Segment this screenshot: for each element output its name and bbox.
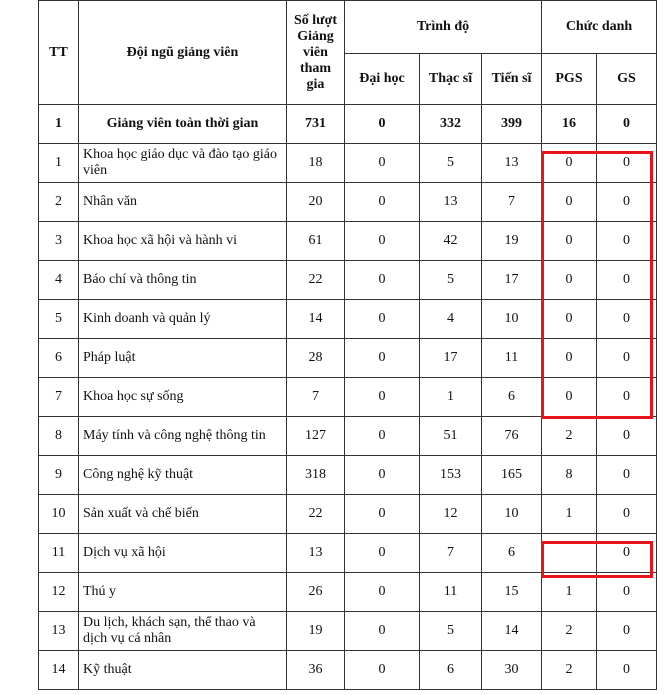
row-dai-hoc: 0 bbox=[345, 612, 420, 651]
row-tien-si: 165 bbox=[482, 456, 542, 495]
table-row bbox=[39, 612, 657, 651]
row-tt: 1 bbox=[39, 144, 79, 183]
summary-tien-si: 399 bbox=[482, 105, 542, 144]
row-gs: 0 bbox=[597, 456, 657, 495]
row-count: 28 bbox=[287, 339, 345, 378]
table-row bbox=[39, 417, 657, 456]
row-tien-si: 30 bbox=[482, 651, 542, 690]
row-name: Công nghệ kỹ thuật bbox=[79, 456, 287, 495]
row-tien-si: 76 bbox=[482, 417, 542, 456]
summary-count: 731 bbox=[287, 105, 345, 144]
row-name: Pháp luật bbox=[79, 339, 287, 378]
row-thac-si: 42 bbox=[420, 222, 482, 261]
row-gs: 0 bbox=[597, 183, 657, 222]
row-count: 318 bbox=[287, 456, 345, 495]
row-pgs: 0 bbox=[542, 144, 597, 183]
row-thac-si: 51 bbox=[420, 417, 482, 456]
row-tt: 2 bbox=[39, 183, 79, 222]
row-gs: 0 bbox=[597, 534, 657, 573]
row-count: 61 bbox=[287, 222, 345, 261]
row-thac-si: 12 bbox=[420, 495, 482, 534]
row-name: Nhân văn bbox=[79, 183, 287, 222]
row-name: Du lịch, khách sạn, thể thao và dịch vụ cá nhân bbox=[79, 612, 287, 651]
row-tt: 7 bbox=[39, 378, 79, 417]
row-thac-si: 7 bbox=[420, 534, 482, 573]
row-dai-hoc: 0 bbox=[345, 339, 420, 378]
row-thac-si: 4 bbox=[420, 300, 482, 339]
row-count: 22 bbox=[287, 261, 345, 300]
row-gs: 0 bbox=[597, 300, 657, 339]
row-name: Thú y bbox=[79, 573, 287, 612]
row-dai-hoc: 0 bbox=[345, 144, 420, 183]
row-dai-hoc: 0 bbox=[345, 495, 420, 534]
row-thac-si: 11 bbox=[420, 573, 482, 612]
row-pgs: 0 bbox=[542, 183, 597, 222]
row-tt: 13 bbox=[39, 612, 79, 651]
row-dai-hoc: 0 bbox=[345, 300, 420, 339]
row-gs: 0 bbox=[597, 222, 657, 261]
row-pgs: 0 bbox=[542, 378, 597, 417]
row-name: Khoa học sự sống bbox=[79, 378, 287, 417]
header-tt: TT bbox=[39, 1, 79, 105]
row-count: 26 bbox=[287, 573, 345, 612]
summary-tt: 1 bbox=[39, 105, 79, 144]
header-thac-si: Thạc sĩ bbox=[420, 54, 482, 105]
row-tien-si: 6 bbox=[482, 378, 542, 417]
row-tt: 3 bbox=[39, 222, 79, 261]
row-tt: 12 bbox=[39, 573, 79, 612]
row-gs: 0 bbox=[597, 261, 657, 300]
row-gs: 0 bbox=[597, 417, 657, 456]
row-tien-si: 17 bbox=[482, 261, 542, 300]
row-count: 36 bbox=[287, 651, 345, 690]
header-dai-hoc: Đại học bbox=[345, 54, 420, 105]
row-name: Sản xuất và chế biến bbox=[79, 495, 287, 534]
row-pgs: 2 bbox=[542, 651, 597, 690]
summary-row bbox=[39, 105, 657, 144]
row-count: 22 bbox=[287, 495, 345, 534]
row-name: Khoa học giáo dục và đào tạo giáo viên bbox=[79, 144, 287, 183]
row-tt: 4 bbox=[39, 261, 79, 300]
row-dai-hoc: 0 bbox=[345, 573, 420, 612]
row-count: 20 bbox=[287, 183, 345, 222]
row-tt: 11 bbox=[39, 534, 79, 573]
row-pgs: 0 bbox=[542, 222, 597, 261]
row-pgs: 0 bbox=[542, 261, 597, 300]
table-row bbox=[39, 651, 657, 690]
row-dai-hoc: 0 bbox=[345, 378, 420, 417]
row-name: Khoa học xã hội và hành vi bbox=[79, 222, 287, 261]
row-dai-hoc: 0 bbox=[345, 456, 420, 495]
row-gs: 0 bbox=[597, 651, 657, 690]
summary-gs: 0 bbox=[597, 105, 657, 144]
row-thac-si: 17 bbox=[420, 339, 482, 378]
row-tien-si: 10 bbox=[482, 495, 542, 534]
row-pgs: 1 bbox=[542, 495, 597, 534]
row-gs: 0 bbox=[597, 378, 657, 417]
header-count: Số lượt Giảng viên tham gia bbox=[287, 1, 345, 105]
summary-thac-si: 332 bbox=[420, 105, 482, 144]
row-pgs: 8 bbox=[542, 456, 597, 495]
row-gs: 0 bbox=[597, 339, 657, 378]
row-tien-si: 7 bbox=[482, 183, 542, 222]
highlight-box-row-11 bbox=[541, 541, 653, 578]
row-name: Báo chí và thông tin bbox=[79, 261, 287, 300]
header-pgs: PGS bbox=[542, 54, 597, 105]
row-thac-si: 5 bbox=[420, 612, 482, 651]
row-dai-hoc: 0 bbox=[345, 222, 420, 261]
header-tien-si: Tiến sĩ bbox=[482, 54, 542, 105]
row-dai-hoc: 0 bbox=[345, 651, 420, 690]
row-tien-si: 6 bbox=[482, 534, 542, 573]
summary-name: Giảng viên toàn thời gian bbox=[79, 105, 287, 144]
row-pgs: 0 bbox=[542, 339, 597, 378]
row-tien-si: 10 bbox=[482, 300, 542, 339]
header-gs: GS bbox=[597, 54, 657, 105]
row-pgs: 1 bbox=[542, 573, 597, 612]
row-tt: 6 bbox=[39, 339, 79, 378]
row-thac-si: 153 bbox=[420, 456, 482, 495]
row-tien-si: 19 bbox=[482, 222, 542, 261]
row-name: Kinh doanh và quản lý bbox=[79, 300, 287, 339]
row-thac-si: 5 bbox=[420, 144, 482, 183]
row-count: 127 bbox=[287, 417, 345, 456]
row-tien-si: 14 bbox=[482, 612, 542, 651]
header-team: Đội ngũ giảng viên bbox=[79, 1, 287, 105]
summary-pgs: 16 bbox=[542, 105, 597, 144]
row-pgs: 0 bbox=[542, 300, 597, 339]
row-thac-si: 5 bbox=[420, 261, 482, 300]
row-count: 14 bbox=[287, 300, 345, 339]
row-dai-hoc: 0 bbox=[345, 261, 420, 300]
row-thac-si: 6 bbox=[420, 651, 482, 690]
row-dai-hoc: 0 bbox=[345, 417, 420, 456]
row-tt: 5 bbox=[39, 300, 79, 339]
row-tt: 10 bbox=[39, 495, 79, 534]
row-dai-hoc: 0 bbox=[345, 534, 420, 573]
row-gs: 0 bbox=[597, 612, 657, 651]
header-title: Chức danh bbox=[542, 1, 657, 54]
row-gs: 0 bbox=[597, 144, 657, 183]
row-gs: 0 bbox=[597, 573, 657, 612]
row-count: 7 bbox=[287, 378, 345, 417]
row-tien-si: 11 bbox=[482, 339, 542, 378]
row-gs: 0 bbox=[597, 495, 657, 534]
row-tt: 14 bbox=[39, 651, 79, 690]
table-row bbox=[39, 495, 657, 534]
row-tien-si: 13 bbox=[482, 144, 542, 183]
row-name: Kỹ thuật bbox=[79, 651, 287, 690]
row-pgs: 2 bbox=[542, 612, 597, 651]
header-level: Trình độ bbox=[345, 1, 542, 54]
row-name: Máy tính và công nghệ thông tin bbox=[79, 417, 287, 456]
row-thac-si: 1 bbox=[420, 378, 482, 417]
row-count: 19 bbox=[287, 612, 345, 651]
row-tt: 8 bbox=[39, 417, 79, 456]
row-dai-hoc: 0 bbox=[345, 183, 420, 222]
row-tt: 9 bbox=[39, 456, 79, 495]
table-row bbox=[39, 573, 657, 612]
highlight-box-pgs-gs bbox=[541, 151, 653, 419]
row-pgs: 2 bbox=[542, 417, 597, 456]
row-thac-si: 13 bbox=[420, 183, 482, 222]
table-row bbox=[39, 456, 657, 495]
row-count: 13 bbox=[287, 534, 345, 573]
summary-dai-hoc: 0 bbox=[345, 105, 420, 144]
row-name: Dịch vụ xã hội bbox=[79, 534, 287, 573]
row-count: 18 bbox=[287, 144, 345, 183]
row-tien-si: 15 bbox=[482, 573, 542, 612]
